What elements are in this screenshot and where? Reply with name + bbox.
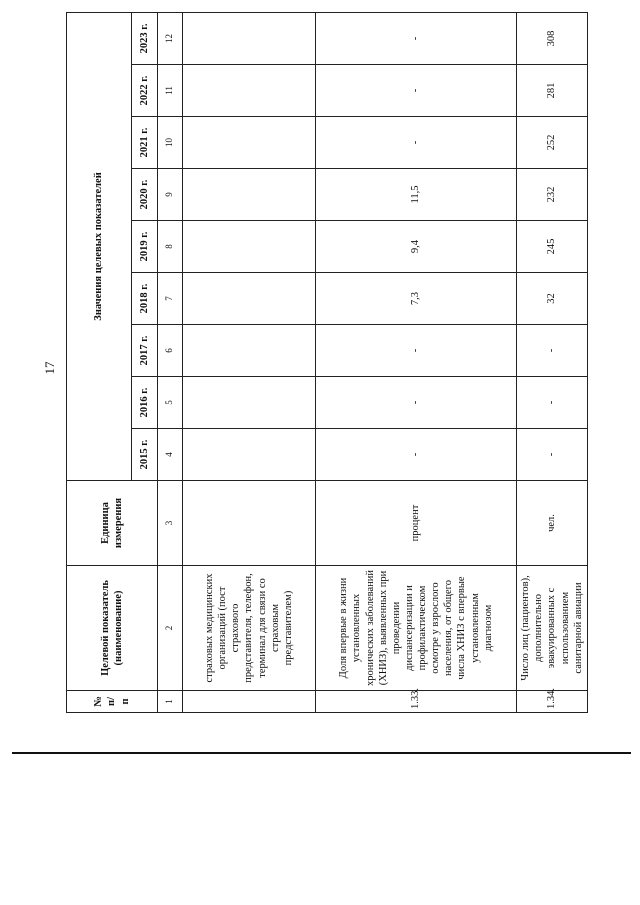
column-number: 1	[158, 691, 183, 713]
value-cell: 245	[517, 221, 588, 273]
row-number	[183, 691, 316, 713]
rotated-table-sheet	[66, 13, 584, 713]
indicator-name: Число лиц (пациентов), дополнительно эвакуированных с использованием санитарной авиации	[517, 566, 588, 691]
unit-cell	[183, 481, 316, 566]
value-cell	[183, 65, 316, 117]
value-cell	[183, 169, 316, 221]
value-cell: 232	[517, 169, 588, 221]
value-cell: 7,3	[316, 273, 517, 325]
value-cell: -	[517, 429, 588, 481]
header-year: 2018 г.	[132, 273, 158, 325]
header-year: 2015 г.	[132, 429, 158, 481]
unit-cell: процент	[316, 481, 517, 566]
indicator-name: Доля впервые в жизни установленных хронических заболеваний (ХНИЗ), выявленных при проведении диспансеризации и профилактическом осмотре у взрослого населения, от общего числа ХНИЗ с впервые установленным диагнозом	[316, 566, 517, 691]
value-cell: 252	[517, 117, 588, 169]
column-number: 11	[158, 65, 183, 117]
column-number: 8	[158, 221, 183, 273]
header-year: 2017 г.	[132, 325, 158, 377]
column-number: 12	[158, 12, 183, 64]
table-row	[183, 12, 316, 712]
value-cell: 32	[517, 273, 588, 325]
header-values-group: Значения целевых показателей	[67, 12, 132, 480]
value-cell: -	[316, 65, 517, 117]
value-cell: -	[316, 325, 517, 377]
header-year: 2019 г.	[132, 221, 158, 273]
column-number: 2	[158, 566, 183, 691]
header-year: 2020 г.	[132, 169, 158, 221]
table-row	[316, 12, 517, 712]
value-cell: -	[517, 377, 588, 429]
value-cell: 281	[517, 65, 588, 117]
indicator-name: страховых медицинских организаций (пост страхового представителя, телефон, терминал для связи со страховым представителем)	[183, 566, 316, 691]
value-cell: 11,5	[316, 169, 517, 221]
value-cell	[183, 429, 316, 481]
column-number: 6	[158, 325, 183, 377]
table-row	[517, 12, 588, 712]
row-number: 1.34.	[517, 691, 588, 713]
row-number: 1.33.	[316, 691, 517, 713]
header-number: № п/п	[67, 691, 158, 713]
value-cell: 308	[517, 12, 588, 64]
column-number: 7	[158, 273, 183, 325]
header-year: 2023 г.	[132, 12, 158, 64]
value-cell: -	[316, 377, 517, 429]
value-cell: 9,4	[316, 221, 517, 273]
value-cell	[183, 12, 316, 64]
column-number: 3	[158, 481, 183, 566]
header-year: 2021 г.	[132, 117, 158, 169]
header-year: 2016 г.	[132, 377, 158, 429]
value-cell: -	[316, 12, 517, 64]
value-cell	[183, 325, 316, 377]
value-cell	[183, 117, 316, 169]
value-cell: -	[517, 325, 588, 377]
value-cell: -	[316, 429, 517, 481]
value-cell	[183, 221, 316, 273]
column-number: 9	[158, 169, 183, 221]
value-cell: -	[316, 117, 517, 169]
header-indicator: Целевой показатель (наименование)	[67, 566, 158, 691]
page-number: 17	[42, 361, 57, 375]
header-year: 2022 г.	[132, 65, 158, 117]
target-indicators-table	[66, 12, 588, 713]
header-unit: Единица измерения	[67, 481, 158, 566]
column-number: 5	[158, 377, 183, 429]
value-cell	[183, 273, 316, 325]
value-cell	[183, 377, 316, 429]
unit-cell: чел.	[517, 481, 588, 566]
page-divider	[12, 752, 631, 754]
column-number: 10	[158, 117, 183, 169]
column-number: 4	[158, 429, 183, 481]
